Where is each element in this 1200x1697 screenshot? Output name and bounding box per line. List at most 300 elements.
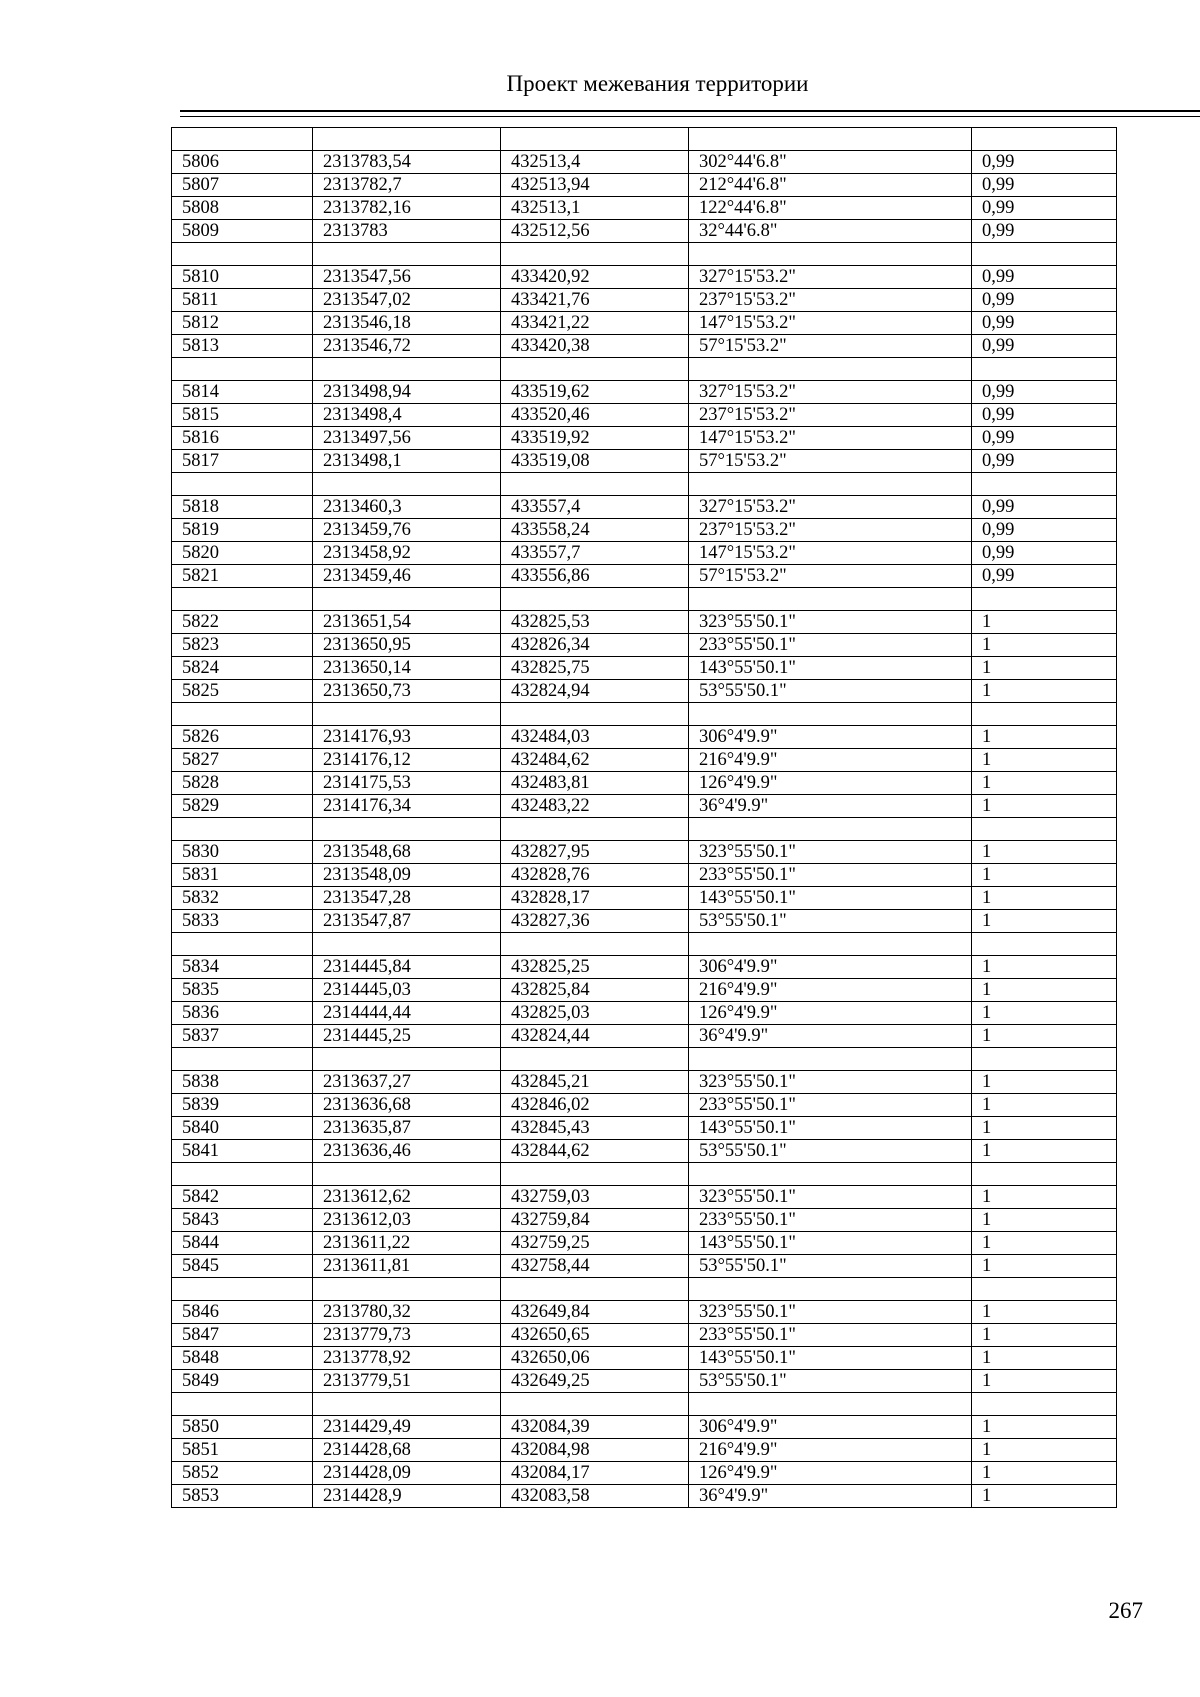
- direction-angle-cell: 143°55'50.1": [689, 1347, 972, 1370]
- direction-angle-cell: [689, 703, 972, 726]
- x-coordinate-cell: [313, 703, 501, 726]
- x-coordinate-cell: 2314176,34: [313, 795, 501, 818]
- direction-angle-cell: 323°55'50.1": [689, 1071, 972, 1094]
- direction-angle-cell: 36°4'9.9": [689, 1025, 972, 1048]
- table-row: [172, 450, 1117, 473]
- point-number-cell: 5853: [172, 1485, 313, 1508]
- direction-angle-cell: 143°55'50.1": [689, 887, 972, 910]
- direction-angle-cell: 53°55'50.1": [689, 680, 972, 703]
- page-header-title: Проект межевания территории: [506, 71, 809, 96]
- x-coordinate-cell: [313, 473, 501, 496]
- point-number-cell: 5824: [172, 657, 313, 680]
- y-coordinate-cell: 432826,34: [501, 634, 689, 657]
- table-row: [172, 519, 1117, 542]
- point-number-cell: [172, 473, 313, 496]
- direction-angle-cell: 216°4'9.9": [689, 1439, 972, 1462]
- point-number-cell: 5825: [172, 680, 313, 703]
- y-coordinate-cell: 432845,21: [501, 1071, 689, 1094]
- x-coordinate-cell: [313, 128, 501, 151]
- length-cell: [972, 703, 1117, 726]
- direction-angle-cell: 233°55'50.1": [689, 634, 972, 657]
- direction-angle-cell: 237°15'53.2": [689, 289, 972, 312]
- table-row: [172, 496, 1117, 519]
- coordinates-table-body: [172, 128, 1117, 1508]
- length-cell: [972, 473, 1117, 496]
- point-number-cell: 5817: [172, 450, 313, 473]
- table-row: [172, 1209, 1117, 1232]
- y-coordinate-cell: 433556,86: [501, 565, 689, 588]
- length-cell: 0,99: [972, 565, 1117, 588]
- y-coordinate-cell: 432845,43: [501, 1117, 689, 1140]
- length-cell: [972, 1278, 1117, 1301]
- y-coordinate-cell: 432759,84: [501, 1209, 689, 1232]
- x-coordinate-cell: 2313548,09: [313, 864, 501, 887]
- point-number-cell: 5807: [172, 174, 313, 197]
- x-coordinate-cell: 2313498,4: [313, 404, 501, 427]
- point-number-cell: 5847: [172, 1324, 313, 1347]
- length-cell: [972, 818, 1117, 841]
- separator-row: [172, 818, 1117, 841]
- table-row: [172, 887, 1117, 910]
- point-number-cell: [172, 358, 313, 381]
- point-number-cell: 5820: [172, 542, 313, 565]
- length-cell: 0,99: [972, 289, 1117, 312]
- length-cell: [972, 588, 1117, 611]
- y-coordinate-cell: [501, 1163, 689, 1186]
- direction-angle-cell: 36°4'9.9": [689, 1485, 972, 1508]
- y-coordinate-cell: 432512,56: [501, 220, 689, 243]
- x-coordinate-cell: 2313612,03: [313, 1209, 501, 1232]
- table-row: [172, 151, 1117, 174]
- table-row: [172, 1347, 1117, 1370]
- point-number-cell: 5812: [172, 312, 313, 335]
- direction-angle-cell: 306°4'9.9": [689, 1416, 972, 1439]
- x-coordinate-cell: 2313650,73: [313, 680, 501, 703]
- y-coordinate-cell: 432483,81: [501, 772, 689, 795]
- separator-row: [172, 243, 1117, 266]
- y-coordinate-cell: [501, 1278, 689, 1301]
- direction-angle-cell: 143°55'50.1": [689, 1232, 972, 1255]
- point-number-cell: 5827: [172, 749, 313, 772]
- direction-angle-cell: 57°15'53.2": [689, 450, 972, 473]
- point-number-cell: 5837: [172, 1025, 313, 1048]
- point-number-cell: 5810: [172, 266, 313, 289]
- x-coordinate-cell: 2313650,95: [313, 634, 501, 657]
- x-coordinate-cell: 2314176,12: [313, 749, 501, 772]
- point-number-cell: 5835: [172, 979, 313, 1002]
- table-row: [172, 565, 1117, 588]
- x-coordinate-cell: 2313782,7: [313, 174, 501, 197]
- y-coordinate-cell: [501, 1048, 689, 1071]
- y-coordinate-cell: 432513,4: [501, 151, 689, 174]
- length-cell: 1: [972, 1462, 1117, 1485]
- y-coordinate-cell: [501, 703, 689, 726]
- direction-angle-cell: 147°15'53.2": [689, 427, 972, 450]
- direction-angle-cell: 323°55'50.1": [689, 841, 972, 864]
- y-coordinate-cell: 433519,62: [501, 381, 689, 404]
- direction-angle-cell: 53°55'50.1": [689, 1140, 972, 1163]
- direction-angle-cell: [689, 1163, 972, 1186]
- direction-angle-cell: 143°55'50.1": [689, 1117, 972, 1140]
- point-number-cell: 5845: [172, 1255, 313, 1278]
- point-number-cell: 5818: [172, 496, 313, 519]
- length-cell: 1: [972, 1439, 1117, 1462]
- x-coordinate-cell: 2314445,03: [313, 979, 501, 1002]
- table-row: [172, 1439, 1117, 1462]
- table-row: [172, 1186, 1117, 1209]
- point-number-cell: 5826: [172, 726, 313, 749]
- x-coordinate-cell: 2313783,54: [313, 151, 501, 174]
- separator-row: [172, 703, 1117, 726]
- length-cell: 1: [972, 1094, 1117, 1117]
- point-number-cell: 5811: [172, 289, 313, 312]
- length-cell: 1: [972, 1117, 1117, 1140]
- table-row: [172, 956, 1117, 979]
- y-coordinate-cell: 432650,06: [501, 1347, 689, 1370]
- direction-angle-cell: [689, 473, 972, 496]
- y-coordinate-cell: 432825,03: [501, 1002, 689, 1025]
- point-number-cell: 5842: [172, 1186, 313, 1209]
- y-coordinate-cell: 432649,25: [501, 1370, 689, 1393]
- direction-angle-cell: [689, 1278, 972, 1301]
- direction-angle-cell: 327°15'53.2": [689, 266, 972, 289]
- x-coordinate-cell: 2313498,1: [313, 450, 501, 473]
- length-cell: 1: [972, 1025, 1117, 1048]
- direction-angle-cell: 32°44'6.8": [689, 220, 972, 243]
- point-number-cell: 5815: [172, 404, 313, 427]
- direction-angle-cell: [689, 243, 972, 266]
- table-row: [172, 795, 1117, 818]
- separator-row: [172, 1048, 1117, 1071]
- x-coordinate-cell: 2313636,68: [313, 1094, 501, 1117]
- x-coordinate-cell: 2313651,54: [313, 611, 501, 634]
- length-cell: 0,99: [972, 197, 1117, 220]
- point-number-cell: [172, 1163, 313, 1186]
- point-number-cell: [172, 1048, 313, 1071]
- length-cell: 1: [972, 1140, 1117, 1163]
- x-coordinate-cell: [313, 818, 501, 841]
- x-coordinate-cell: 2313637,27: [313, 1071, 501, 1094]
- x-coordinate-cell: 2313779,73: [313, 1324, 501, 1347]
- y-coordinate-cell: 433519,92: [501, 427, 689, 450]
- point-number-cell: [172, 703, 313, 726]
- x-coordinate-cell: [313, 1048, 501, 1071]
- x-coordinate-cell: 2313778,92: [313, 1347, 501, 1370]
- y-coordinate-cell: 432825,53: [501, 611, 689, 634]
- table-row: [172, 1255, 1117, 1278]
- table-row: [172, 220, 1117, 243]
- x-coordinate-cell: 2313547,28: [313, 887, 501, 910]
- direction-angle-cell: [689, 358, 972, 381]
- length-cell: 1: [972, 1485, 1117, 1508]
- x-coordinate-cell: 2313547,02: [313, 289, 501, 312]
- length-cell: 1: [972, 887, 1117, 910]
- table-row: [172, 634, 1117, 657]
- y-coordinate-cell: 433519,08: [501, 450, 689, 473]
- y-coordinate-cell: 432828,17: [501, 887, 689, 910]
- y-coordinate-cell: 432083,58: [501, 1485, 689, 1508]
- y-coordinate-cell: 432824,94: [501, 680, 689, 703]
- point-number-cell: 5814: [172, 381, 313, 404]
- direction-angle-cell: 216°4'9.9": [689, 979, 972, 1002]
- y-coordinate-cell: 432084,17: [501, 1462, 689, 1485]
- direction-angle-cell: 327°15'53.2": [689, 381, 972, 404]
- y-coordinate-cell: 433557,7: [501, 542, 689, 565]
- point-number-cell: 5830: [172, 841, 313, 864]
- x-coordinate-cell: [313, 1163, 501, 1186]
- direction-angle-cell: 233°55'50.1": [689, 1209, 972, 1232]
- table-row: [172, 289, 1117, 312]
- point-number-cell: 5806: [172, 151, 313, 174]
- x-coordinate-cell: [313, 243, 501, 266]
- y-coordinate-cell: 432828,76: [501, 864, 689, 887]
- y-coordinate-cell: 432484,62: [501, 749, 689, 772]
- point-number-cell: [172, 818, 313, 841]
- separator-row: [172, 128, 1117, 151]
- point-number-cell: 5851: [172, 1439, 313, 1462]
- length-cell: 1: [972, 1370, 1117, 1393]
- length-cell: [972, 358, 1117, 381]
- point-number-cell: 5841: [172, 1140, 313, 1163]
- point-number-cell: 5808: [172, 197, 313, 220]
- y-coordinate-cell: 432824,44: [501, 1025, 689, 1048]
- coordinates-table: [171, 127, 1117, 1508]
- x-coordinate-cell: 2313612,62: [313, 1186, 501, 1209]
- length-cell: 1: [972, 1209, 1117, 1232]
- header-rule-thin: [180, 116, 1200, 117]
- table-row: [172, 1232, 1117, 1255]
- point-number-cell: 5828: [172, 772, 313, 795]
- table-row: [172, 726, 1117, 749]
- point-number-cell: 5840: [172, 1117, 313, 1140]
- x-coordinate-cell: 2313783: [313, 220, 501, 243]
- y-coordinate-cell: 432513,1: [501, 197, 689, 220]
- x-coordinate-cell: 2314428,68: [313, 1439, 501, 1462]
- point-number-cell: 5834: [172, 956, 313, 979]
- separator-row: [172, 588, 1117, 611]
- length-cell: 1: [972, 657, 1117, 680]
- x-coordinate-cell: [313, 1393, 501, 1416]
- table-row: [172, 1094, 1117, 1117]
- point-number-cell: 5809: [172, 220, 313, 243]
- x-coordinate-cell: [313, 933, 501, 956]
- length-cell: 1: [972, 841, 1117, 864]
- x-coordinate-cell: 2313546,18: [313, 312, 501, 335]
- y-coordinate-cell: 432758,44: [501, 1255, 689, 1278]
- table-row: [172, 680, 1117, 703]
- direction-angle-cell: 53°55'50.1": [689, 1370, 972, 1393]
- table-row: [172, 1002, 1117, 1025]
- x-coordinate-cell: [313, 1278, 501, 1301]
- x-coordinate-cell: 2314428,09: [313, 1462, 501, 1485]
- table-row: [172, 197, 1117, 220]
- direction-angle-cell: 126°4'9.9": [689, 772, 972, 795]
- length-cell: [972, 1048, 1117, 1071]
- point-number-cell: 5839: [172, 1094, 313, 1117]
- point-number-cell: 5821: [172, 565, 313, 588]
- length-cell: 1: [972, 795, 1117, 818]
- length-cell: 0,99: [972, 335, 1117, 358]
- direction-angle-cell: 57°15'53.2": [689, 335, 972, 358]
- table-row: [172, 910, 1117, 933]
- length-cell: 0,99: [972, 266, 1117, 289]
- length-cell: 0,99: [972, 174, 1117, 197]
- table-row: [172, 1462, 1117, 1485]
- direction-angle-cell: 147°15'53.2": [689, 542, 972, 565]
- point-number-cell: [172, 1393, 313, 1416]
- length-cell: 0,99: [972, 519, 1117, 542]
- separator-row: [172, 358, 1117, 381]
- direction-angle-cell: 306°4'9.9": [689, 726, 972, 749]
- x-coordinate-cell: 2314445,25: [313, 1025, 501, 1048]
- direction-angle-cell: 143°55'50.1": [689, 657, 972, 680]
- y-coordinate-cell: 432846,02: [501, 1094, 689, 1117]
- table-row: [172, 864, 1117, 887]
- y-coordinate-cell: 432650,65: [501, 1324, 689, 1347]
- table-row: [172, 1370, 1117, 1393]
- point-number-cell: 5831: [172, 864, 313, 887]
- point-number-cell: [172, 243, 313, 266]
- y-coordinate-cell: 433420,92: [501, 266, 689, 289]
- length-cell: 1: [972, 910, 1117, 933]
- direction-angle-cell: 212°44'6.8": [689, 174, 972, 197]
- y-coordinate-cell: 432759,03: [501, 1186, 689, 1209]
- point-number-cell: [172, 128, 313, 151]
- x-coordinate-cell: 2313547,56: [313, 266, 501, 289]
- y-coordinate-cell: 432825,75: [501, 657, 689, 680]
- point-number-cell: 5822: [172, 611, 313, 634]
- length-cell: 0,99: [972, 427, 1117, 450]
- y-coordinate-cell: 433520,46: [501, 404, 689, 427]
- table-row: [172, 1117, 1117, 1140]
- x-coordinate-cell: 2313460,3: [313, 496, 501, 519]
- x-coordinate-cell: 2313782,16: [313, 197, 501, 220]
- table-row: [172, 335, 1117, 358]
- y-coordinate-cell: [501, 1393, 689, 1416]
- length-cell: 1: [972, 611, 1117, 634]
- y-coordinate-cell: 432825,25: [501, 956, 689, 979]
- point-number-cell: 5816: [172, 427, 313, 450]
- y-coordinate-cell: 433421,22: [501, 312, 689, 335]
- separator-row: [172, 1278, 1117, 1301]
- y-coordinate-cell: 432513,94: [501, 174, 689, 197]
- y-coordinate-cell: [501, 128, 689, 151]
- table-row: [172, 611, 1117, 634]
- length-cell: 1: [972, 1324, 1117, 1347]
- x-coordinate-cell: 2314445,84: [313, 956, 501, 979]
- x-coordinate-cell: 2313636,46: [313, 1140, 501, 1163]
- x-coordinate-cell: 2313458,92: [313, 542, 501, 565]
- point-number-cell: 5836: [172, 1002, 313, 1025]
- x-coordinate-cell: 2313779,51: [313, 1370, 501, 1393]
- x-coordinate-cell: [313, 588, 501, 611]
- point-number-cell: 5849: [172, 1370, 313, 1393]
- direction-angle-cell: 233°55'50.1": [689, 1094, 972, 1117]
- table-row: [172, 174, 1117, 197]
- x-coordinate-cell: 2314429,49: [313, 1416, 501, 1439]
- point-number-cell: 5813: [172, 335, 313, 358]
- point-number-cell: 5838: [172, 1071, 313, 1094]
- length-cell: 0,99: [972, 312, 1117, 335]
- length-cell: [972, 1163, 1117, 1186]
- point-number-cell: 5848: [172, 1347, 313, 1370]
- length-cell: 1: [972, 1232, 1117, 1255]
- point-number-cell: 5846: [172, 1301, 313, 1324]
- length-cell: 1: [972, 1416, 1117, 1439]
- length-cell: 0,99: [972, 542, 1117, 565]
- y-coordinate-cell: 432827,95: [501, 841, 689, 864]
- table-row: [172, 542, 1117, 565]
- direction-angle-cell: 53°55'50.1": [689, 1255, 972, 1278]
- separator-row: [172, 1163, 1117, 1186]
- x-coordinate-cell: 2313498,94: [313, 381, 501, 404]
- table-row: [172, 1140, 1117, 1163]
- direction-angle-cell: [689, 128, 972, 151]
- y-coordinate-cell: 432084,98: [501, 1439, 689, 1462]
- y-coordinate-cell: 433557,4: [501, 496, 689, 519]
- x-coordinate-cell: 2313611,81: [313, 1255, 501, 1278]
- direction-angle-cell: 233°55'50.1": [689, 1324, 972, 1347]
- direction-angle-cell: 36°4'9.9": [689, 795, 972, 818]
- table-row: [172, 1071, 1117, 1094]
- y-coordinate-cell: [501, 588, 689, 611]
- direction-angle-cell: 53°55'50.1": [689, 910, 972, 933]
- direction-angle-cell: 323°55'50.1": [689, 1186, 972, 1209]
- point-number-cell: [172, 1278, 313, 1301]
- y-coordinate-cell: 432844,62: [501, 1140, 689, 1163]
- table-row: [172, 266, 1117, 289]
- x-coordinate-cell: 2314428,9: [313, 1485, 501, 1508]
- length-cell: 1: [972, 956, 1117, 979]
- direction-angle-cell: 302°44'6.8": [689, 151, 972, 174]
- table-row: [172, 404, 1117, 427]
- length-cell: 1: [972, 1301, 1117, 1324]
- point-number-cell: 5852: [172, 1462, 313, 1485]
- x-coordinate-cell: 2313780,32: [313, 1301, 501, 1324]
- table-row: [172, 1025, 1117, 1048]
- length-cell: 1: [972, 1347, 1117, 1370]
- point-number-cell: [172, 933, 313, 956]
- direction-angle-cell: 306°4'9.9": [689, 956, 972, 979]
- length-cell: 0,99: [972, 450, 1117, 473]
- length-cell: [972, 933, 1117, 956]
- y-coordinate-cell: [501, 243, 689, 266]
- table-row: [172, 1416, 1117, 1439]
- point-number-cell: 5823: [172, 634, 313, 657]
- table-row: [172, 1485, 1117, 1508]
- direction-angle-cell: [689, 818, 972, 841]
- y-coordinate-cell: 433558,24: [501, 519, 689, 542]
- x-coordinate-cell: 2313546,72: [313, 335, 501, 358]
- table-row: [172, 749, 1117, 772]
- x-coordinate-cell: 2313497,56: [313, 427, 501, 450]
- table-row: [172, 979, 1117, 1002]
- y-coordinate-cell: 433420,38: [501, 335, 689, 358]
- table-row: [172, 1324, 1117, 1347]
- length-cell: 1: [972, 772, 1117, 795]
- x-coordinate-cell: 2313611,22: [313, 1232, 501, 1255]
- direction-angle-cell: 237°15'53.2": [689, 519, 972, 542]
- length-cell: 0,99: [972, 381, 1117, 404]
- length-cell: [972, 128, 1117, 151]
- direction-angle-cell: 126°4'9.9": [689, 1002, 972, 1025]
- x-coordinate-cell: 2313547,87: [313, 910, 501, 933]
- length-cell: [972, 243, 1117, 266]
- length-cell: 1: [972, 1186, 1117, 1209]
- table-row: [172, 841, 1117, 864]
- header-rule-thick: [180, 110, 1200, 112]
- separator-row: [172, 933, 1117, 956]
